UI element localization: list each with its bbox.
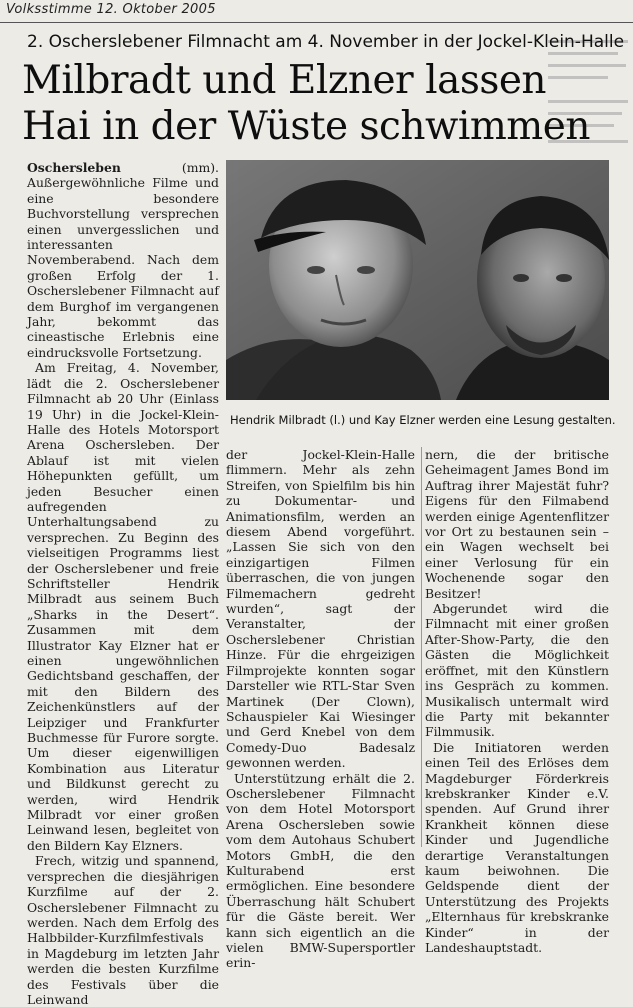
top-rule	[0, 22, 633, 23]
photo-illustration	[226, 160, 609, 400]
dateline: Oschersleben	[27, 160, 121, 175]
headline	[22, 58, 622, 150]
headline-line-1: Milbradt und Elzner lassen	[22, 58, 547, 103]
article-column-1	[27, 160, 219, 1007]
article-photo	[226, 160, 609, 400]
paragraph-8: Die Initiatoren werden einen Teil des Erlöses dem Magdeburger Förderkreis krebskranker Kinder e.V. spenden. Auf Grund ihrer Krankheit können diese Kinder und Jugendliche derartige Veranstaltungen kaum beiwohnen. Die Geldspende dient der Unterstützung des Projekts „Elternhaus für krebskranke Kinder“ in der Landeshauptstadt.	[425, 739, 609, 955]
photo-caption: Hendrik Milbradt (l.) und Kay Elzner werden eine Lesung gestalten.	[230, 413, 616, 427]
paragraph-3: Frech, witzig und spannend, versprechen die diesjährigen Kurzfilme auf der 2. Oscherslebener Filmnacht zu werden. Nach dem Erfolg des Halbbilder-Kurzfilmfestivals in Magdeburg im letzten Jahr werden die besten Kurzfilme des Festivals über die Leinwand	[27, 853, 219, 1007]
paragraph-4: der Jockel-Klein-Halle flimmern. Mehr als zehn Streifen, von Spielfilm bis hin zu Dokumentar- und Animationsfilm, werden an diesem Abend vorgeführt. „Lassen Sie sich von den einzigartigen Filmen überraschen, die von jungen Filmemachern gedreht wurden“, sagt der Veranstalter, der Oscherslebener Christian Hinze. Für die ehrgeizigen Filmprojekte konnten sogar Darsteller wie RTL-Star Sven Martinek (Der Clown), Schauspieler Kai Wiesinger und Gerd Knebel von dem Comedy-Duo Badesalz gewonnen werden.	[226, 447, 415, 771]
column-divider	[421, 447, 422, 847]
article-column-2	[226, 447, 415, 971]
paragraph-1	[27, 160, 219, 360]
subheadline: 2. Oscherslebener Filmnacht am 4. November in der Jockel-Klein-Halle	[27, 32, 625, 52]
article-column-3	[425, 447, 609, 955]
handwritten-source-note: Volksstimme 12. Oktober 2005	[6, 2, 216, 17]
paragraph-5: Unterstützung erhält die 2. Oscherslebener Filmnacht von dem Hotel Motorsport Arena Oschersleben sowie vom dem Autohaus Schubert Motors GmbH, die den Kulturabend erst ermöglichen. Eine besondere Überraschung hält Schubert für die Gäste bereit. Wer kann sich eigentlich an die vielen BMW-Supersportler erin-	[226, 770, 415, 971]
paragraph-2: Am Freitag, 4. November, lädt die 2. Oscherslebener Filmnacht ab 20 Uhr (Einlass 19 Uhr) in die Jockel-Klein-Halle des Hotels Motorsport Arena Oschersleben. Der Ablauf ist mit vielen Höhepunkten gefüllt, um jeden Besucher einen aufregenden Unterhaltungsabend zu versprechen. Zu Beginn des vielseitigen Programms liest der Oscherslebener und freie Schriftsteller Hendrik Milbradt aus seinem Buch „Sharks in the Desert“. Zusammen mit dem Illustrator Kay Elzner hat er einen ungewöhnlichen Gedichtsband geschaffen, der mit den Bildern des Zeichenkünstlers auf der Leipziger und Frankfurter Buchmesse für Furore sorgte. Um dieser eigenwilligen Kombination aus Literatur und Bildkunst gerecht zu werden, wird Hendrik Milbradt vor einer großen Leinwand lesen, begleitet von den Bildern Kay Elzners.	[27, 360, 219, 853]
headline-line-2: Hai in der Wüste schwimmen	[22, 104, 590, 149]
paragraph-6: nern, die der britische Geheimagent James Bond im Auftrag ihrer Majestät fuhr? Eigens für den Filmabend werden einige Agentenflitzer vor Ort zu bestaunen sein – ein Wagen wechselt bei einer Verlosung für ein Wochenende sogar den Besitzer!	[425, 447, 609, 601]
paragraph-1-text: (mm). Außergewöhnliche Filme und eine besondere Buchvorstellung versprechen einen unvergesslichen und interessanten Novemberabend. Nach dem großen Erfolg der 1. Oscherslebener Filmnacht auf dem Burghof im vergangenen Jahr, bekommt das cineastische Erlebnis eine eindrucksvolle Fortsetzung.	[27, 160, 219, 360]
paragraph-7: Abgerundet wird die Filmnacht mit einer großen After-Show-Party, die den Gästen die Möglichkeit eröffnet, mit den Künstlern ins Gespräch zu kommen. Musikalisch untermalt wird die Party mit bekannter Filmmusik.	[425, 601, 609, 740]
